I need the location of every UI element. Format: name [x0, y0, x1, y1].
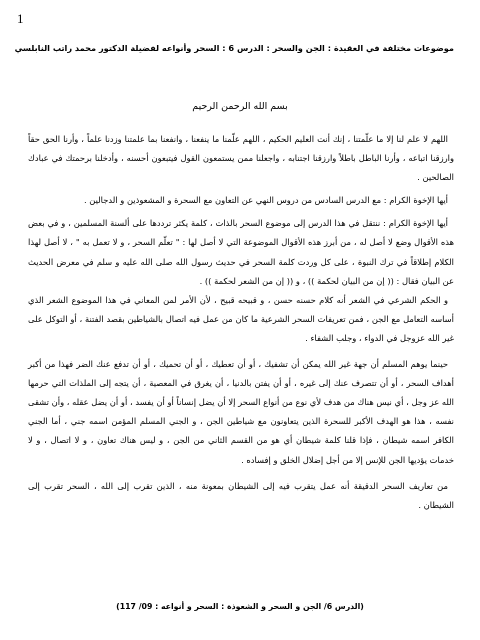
paragraph-magic-goals: حينما يوهم المسلم أن جهة غير الله يمكن أن تشفيك ، أو أن تعطيك ، أو أن تحميك ، أو أن تدفع عنك الضر فهذا من أكبر أهداف السحر ، أو أن تتصرف عنك إلى غيره ، أو أن يفتن بالدنيا ، أن يغرق في المعصية ، أن يتجه إلى الملذات التي حرمها الله عز وجل ، أي نيس هناك من هدف لأي نوع من أنواع السحر إلا أن يضل إنساناً أو أن يفسد ، أو أن يضل عقله ، وأن تشقى نفسه ، هذا هو الهدف الأكبر للسحرة الذين يتعاونون مع شياطين الجن ، و الجني المسلم المؤمن اسمه جني ، أما الجني الكافر اسمه شيطان ، فإذا قلنا كلمة شيطان أي هو من القسم الثاني من الجن ، و ليس هناك تعاون ، و لا اتصال ، و لا خدمات يؤديها الجن للإنس إلا من أجل إضلال الخلق و إفساده . [28, 359, 454, 465]
paragraph-opening-prayer: اللهم لا علم لنا إلا ما علّمتنا ، إنك أنت العليم الحكيم ، اللهم علّمنا ما ينفعنا ، وانفعنا بما علمتنا وزدنا علماً ، وأرنا الحق حقاً وارزقنا اتباعه ، وأرنا الباطل باطلاً وارزقنا اجتنابه ، واجعلنا ممن يستمعون القول فيتبعون أحسنه ، وأدخلنا برحمتك في عبادك الصالحين . [28, 134, 454, 183]
paragraph-magic-topic: أيها الإخوة الكرام : ننتقل في هذا الدرس إلى موضوع السحر بالذات ، كلمة يكثر ترددها على ألسنة المسلمين ، و في بعض هذه الأقوال وضع لا أصل له ، من أبرز هذه الأقوال الموضوعة التي لا أصل لها : " تعلّم السحر ، و لا تعمل به " ، لا أصل لهذا الكلام إطلاقاً في ترك النبوة ، على كل وردت كلمة السحر في حديث رسول الله صلى الله عليه و سلم في معرض الحديث عن البيان فقال : (( إن من البيان لحكمة )) ، و (( إن من الشعر لحكمة )) . [28, 218, 454, 286]
running-header: موضوعات مختلفة في العقيدة : الجن والسحر : الدرس 6 : السحر وأنواعه لفضيلة الدكتور محمد راتب النابلسي [14, 43, 454, 53]
page-number: 1 [17, 11, 24, 26]
paragraph-sharia-ruling: و الحكم الشرعي في الشعر أنه كلام حسنه حسن ، و قبيحه قبيح ، لأن الأمر لمن المعاني في هذا الموضوع الشعر الذي أساسه التعامل مع الجن ، فمن تعريفات السحر الشرعية ما كان من عمل فيه اتصال بالشياطين بقصد الفتنة ، أو التوكل على غير الله عزوجل في الدواء ، وجلب الشفاء . [28, 294, 454, 343]
basmala: بسم الله الرحمن الرحيم [192, 101, 288, 112]
page-footer: (الدرس 6/ الجن و السحر و الشعوذة : السحر و أنواعه : 09/ 117) [116, 602, 364, 611]
document-body [28, 130, 454, 515]
paragraph-magic-definition: من تعاريف السحر الدقيقة أنه عمل يتقرب فيه إلى الشيطان بمعونة منه ، الذين تقرب إلى الله ، السحر تقرب إلى الشيطان . [28, 480, 454, 510]
paragraph-lesson-intro: أيها الإخوة الكرام : مع الدرس السادس من دروس النهي عن التعاون مع السحرة و المشعوذين و الدجالين . [83, 195, 448, 206]
